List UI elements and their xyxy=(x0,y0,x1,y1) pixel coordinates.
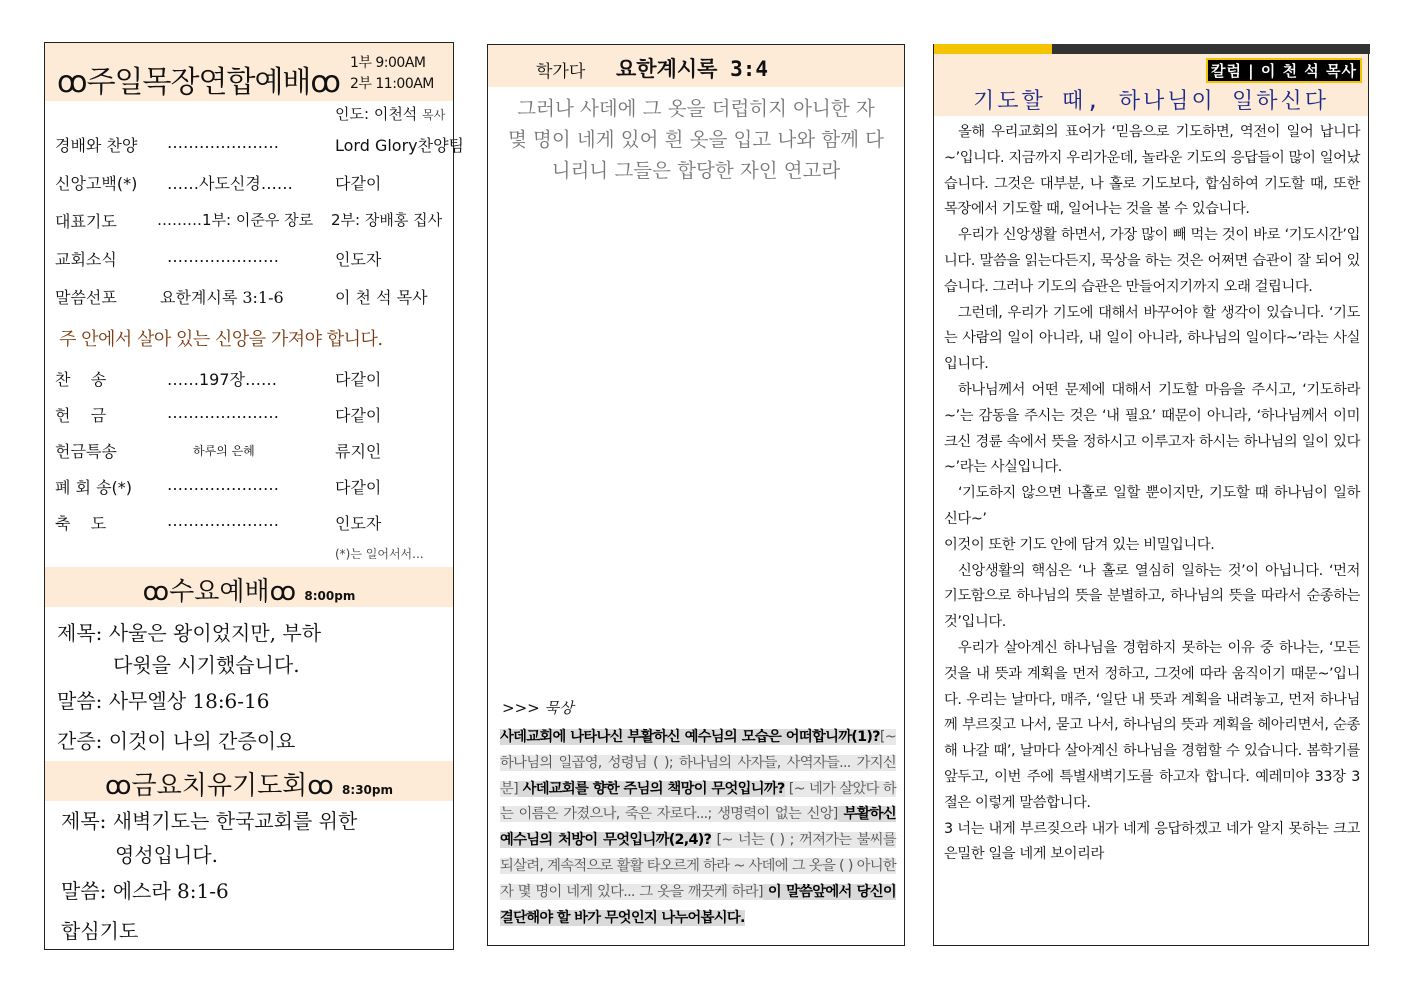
verse-label: 학가다 xyxy=(536,62,586,82)
verse-text: 그러나 사데에 그 옷을 더럽히지 아니한 자 몇 명이 네게 있어 흰 옷을 입고 나와 함께 다니리니 그들은 합당한 자인 연고라 xyxy=(507,97,885,182)
meditation-answer: [~ 하나님의 일곱영, 성령님 ( ); 하나님의 사자들, 사역자들... 가지신 분] xyxy=(500,729,896,797)
accent-bar-dark xyxy=(1052,44,1370,54)
meditation-question: 사데교회에 나타나신 부활하신 예수님의 모습은 어떠합니까(1)? xyxy=(500,729,880,745)
sermon-title: 주 안에서 살아 있는 신앙을 가져야 합니다. xyxy=(59,329,383,350)
order-right: 2부: 장배홍 집사 xyxy=(331,211,443,229)
order-label: 찬 송 xyxy=(55,370,107,389)
meditation-panel xyxy=(487,44,905,946)
friday-time: 8:30pm xyxy=(342,783,393,797)
order-right: 인도자 xyxy=(335,514,382,533)
meditation-question: 부활하신 예수님의 처방이 무엇입니까(2,4)? xyxy=(500,806,896,849)
order-middle: ………………… xyxy=(167,511,279,530)
column-author-tag: 칼럼 | 이 천 석 목사 xyxy=(1206,58,1362,83)
accent-bar xyxy=(934,44,1052,54)
order-row xyxy=(55,133,465,157)
leader-line xyxy=(335,103,445,124)
friday-subject-cont: 영성입니다. xyxy=(115,843,218,867)
order-label: 신앙고백(*) xyxy=(55,174,138,193)
order-label: 대표기도 xyxy=(55,212,117,231)
verse-reference: 요한계시록 3:4 xyxy=(616,57,769,81)
wednesday-testimony: 간증: 이것이 나의 간증이요 xyxy=(57,729,296,753)
main-service-title-text: 주일목장연합예배 xyxy=(86,65,311,100)
leader-title: 목사 xyxy=(422,108,446,122)
column-paragraph: 그런데, 우리가 기도에 대해서 바꾸어야 할 생각이 있습니다. ‘기도는 사람의 일이 아니라, 내 일이 아니라, 하나님의 일이다~’라는 사실입니다. xyxy=(944,304,1360,373)
ornament-icon: ꝏ xyxy=(57,65,87,100)
time-second: 2부 11:00AM xyxy=(350,76,434,92)
ornament-icon: ꝏ xyxy=(310,65,340,100)
order-right: 이 천 석 목사 xyxy=(335,288,428,307)
order-row xyxy=(55,475,451,499)
meditation-answer: [~ 네가 살았다 하는 이름은 가졌으나, 죽은 자로다...; 생명력이 없는 신앙] xyxy=(500,780,896,823)
order-middle: 하루의 은혜 xyxy=(193,444,255,458)
worship-order-panel xyxy=(44,42,465,950)
column-paragraph: ‘기도하지 않으면 나홀로 일할 뿐이지만, 기도할 때 하나님이 일하신다~’ xyxy=(944,485,1360,527)
friday-header xyxy=(45,761,453,801)
order-row xyxy=(55,439,451,463)
order-right: 인도자 xyxy=(335,250,382,269)
order-row xyxy=(55,247,451,271)
order-right: 다같이 xyxy=(335,370,382,389)
meditation-answer: [~ 너는 ( ) ; 꺼져가는 불씨를 되살려, 계속적으로 활활 타오르게 하라 ~ 사데에 그 옷을 ( ) 아니한 자 몇 명이 네게 있다... 그 옷을 깨끗케 하라] xyxy=(500,832,897,900)
wednesday-title xyxy=(45,571,453,608)
order-row xyxy=(55,511,451,535)
order-middle: ………………… xyxy=(167,247,279,266)
wednesday-header xyxy=(45,567,453,607)
wednesday-subject: 제목: 사울은 왕이었지만, 부하 xyxy=(57,621,322,645)
order-middle: 요한계시록 3:1-6 xyxy=(160,288,284,307)
column-paragraph: 우리가 신앙생활 하면서, 가장 많이 빼 먹는 것이 바로 ‘기도시간’입니다. 말씀을 읽는다든지, 묵상을 하는 것은 어쩌면 습관이 잘 되어 있습니다. 그러나 기도의 습관은 만들어지기까지 오래 걸립니다. xyxy=(944,227,1360,295)
order-middle: ……사도신경…… xyxy=(167,174,293,193)
friday-title xyxy=(45,765,453,802)
column-panel xyxy=(933,44,1369,946)
order-label: 축 도 xyxy=(55,514,107,533)
column-title: 기도할 때, 하나님이 일하신다 xyxy=(972,89,1329,114)
order-row xyxy=(55,403,451,427)
wednesday-title-text: ꝏ수요예배ꝏ xyxy=(142,577,297,607)
order-middle: ………………… xyxy=(167,475,279,494)
order-label: 경배와 찬양 xyxy=(55,136,138,155)
wednesday-subject-cont: 다윗을 시기했습니다. xyxy=(113,653,300,677)
order-row xyxy=(55,171,451,195)
time-first: 1부 9:00AM xyxy=(350,55,426,71)
standing-note: (*)는 일어서서... xyxy=(335,547,424,561)
order-right: 류지인 xyxy=(335,442,382,461)
order-label: 폐 회 송(*) xyxy=(55,478,133,497)
order-label: 말씀선포 xyxy=(55,288,117,307)
friday-scripture: 말씀: 에스라 8:1-6 xyxy=(61,879,229,903)
order-right: 다같이 xyxy=(335,174,382,193)
meditation-label: >>> 묵상 xyxy=(502,699,574,717)
leader-label: 인도: xyxy=(335,105,370,123)
friday-subject: 제목: 새벽기도는 한국교회를 위한 xyxy=(61,809,358,833)
order-row xyxy=(55,367,451,391)
main-service-header xyxy=(45,43,453,101)
verse-header xyxy=(488,45,904,87)
column-paragraph: 3 너는 내게 부르짖으라 내가 네게 응답하겠고 네가 알지 못하는 크고 은밀한 일을 네게 보이리라 xyxy=(944,820,1360,863)
order-middle: ………………… xyxy=(167,403,279,422)
order-right: Lord Glory찬양팀 xyxy=(335,136,465,155)
wednesday-time: 8:00pm xyxy=(304,589,356,603)
friday-closing: 합심기도 xyxy=(61,919,139,943)
order-row xyxy=(55,209,451,233)
order-middle: ………………… xyxy=(167,133,279,152)
order-right: 다같이 xyxy=(335,478,382,497)
order-middle: ……197장…… xyxy=(167,370,277,389)
column-paragraph: 신앙생활의 핵심은 ‘나 홀로 열심히 일하는 것’이 아닙니다. ‘먼저 기도함으로 하나님의 뜻을 분별하고, 하나님의 뜻을 따라서 순종하는 것’입니다. xyxy=(944,562,1360,631)
order-label: 교회소식 xyxy=(55,250,117,269)
main-service-title xyxy=(57,57,340,101)
order-right: 다같이 xyxy=(335,406,382,425)
order-label: 헌금특송 xyxy=(55,442,117,461)
column-paragraph: 하나님께서 어떤 문제에 대해서 기도할 마음을 주시고, ‘기도하라~’는 감동을 주시는 것은 ‘내 필요’ 때문이 아니라, ‘하나님께서 이미 크신 경륜 속에서 뜻을 정하시고 이루고자 하시는 하나님의 일이 있다~’라는 사실입니다. xyxy=(944,381,1360,476)
order-middle: ………1부: 이준우 장로 xyxy=(157,211,314,229)
service-times xyxy=(350,53,434,95)
wednesday-scripture: 말씀: 사무엘상 18:6-16 xyxy=(57,689,270,713)
friday-title-text: ꝏ금요치유기도회ꝏ xyxy=(105,771,334,801)
meditation-question: 이 말씀앞에서 당신이 결단해야 할 바가 무엇인지 나누어봅시다. xyxy=(500,883,896,926)
order-label: 헌 금 xyxy=(55,406,107,425)
leader-name: 이천석 xyxy=(373,105,418,123)
column-body xyxy=(944,120,1360,868)
meditation-question: 사데교회를 향한 주님의 책망이 무엇입니까? xyxy=(518,780,785,797)
column-paragraph: 이것이 또한 기도 안에 담겨 있는 비밀입니다. xyxy=(944,536,1215,553)
column-paragraph: 우리가 살아계신 하나님을 경험하지 못하는 이유 중 하나는, ‘모든 것을 내 뜻과 계획을 먼저 정하고, 그것에 따라 움직이기 때문~’입니다. 우리는 날마다, 매주, ‘일단 내 뜻과 계획을 내려놓고, 먼저 하나님께 부르짖고 나서, 묻고 나서, 하나님의 뜻과 계획을 헤아리면서, 순종해 나갈 때’, 날마다 살아계신 하나님을 경험할 수 있습니다. 봄학기를 앞두고, 이번 주에 특별새벽기도를 하고자 합니다. 예레미야 33장 3절은 이렇게 말씀합니다. xyxy=(944,639,1360,811)
column-paragraph: 올해 우리교회의 표어가 ‘믿음으로 기도하면, 역전이 일어 납니다~’입니다. 지금까지 우리가운데, 놀라운 기도의 응답들이 많이 일어났습니다. 그것은 대부분, 나 홀로 기도보다, 합심하여 기도할 때, 또한 목장에서 기도할 때, 일어나는 것을 볼 수 있습니다. xyxy=(944,124,1360,218)
meditation-questions xyxy=(500,725,896,931)
order-row xyxy=(55,285,451,309)
